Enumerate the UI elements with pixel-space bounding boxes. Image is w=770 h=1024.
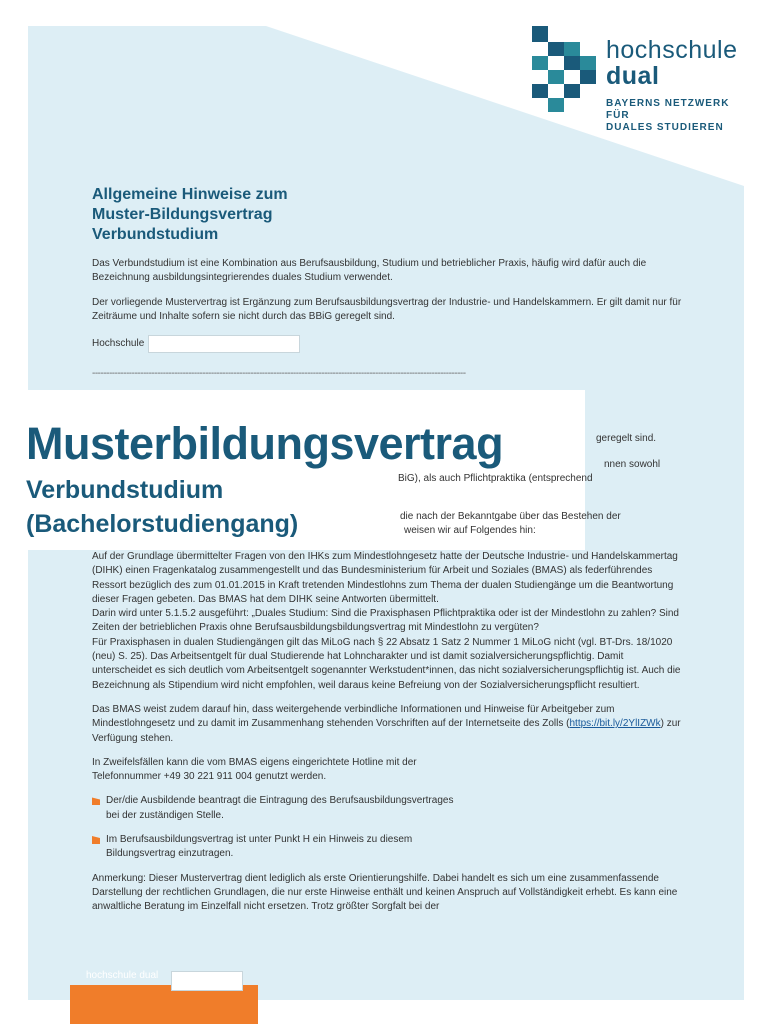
body-paragraph-2 <box>92 703 684 746</box>
hochschule-field-row <box>92 335 682 353</box>
intro-section <box>92 185 682 415</box>
overlay-subtitle-1: Verbundstudium <box>26 476 224 504</box>
peek-text-1: geregelt sind. <box>596 433 657 444</box>
bullet-2-line1: Im Berufsausbildungsvertrag ist unter Punkt H ein Hinweis zu diesem <box>106 834 413 846</box>
footer-input[interactable] <box>171 971 243 991</box>
body-p3b: Telefonnummer +49 30 221 911 004 genutzt werden. <box>92 771 327 783</box>
bullet-1-line2: bei der zuständigen Stelle. <box>106 809 224 821</box>
bullet-marker-icon <box>92 797 100 805</box>
body-p3a: In Zweifelsfällen kann die vom BMAS eigens eingerichtete Hotline mit der <box>92 756 417 768</box>
peek-text-3: BiG), als auch Pflichtpraktika (entsprechend <box>398 473 593 484</box>
hochschule-dual-logo <box>528 26 748 133</box>
bullet-1-line1: Der/die Ausbildende beantragt die Eintragung des Berufsausbildungsvertrages <box>106 795 454 807</box>
logo-tag-line2: DUALES STUDIEREN <box>606 122 724 133</box>
zoll-link[interactable]: https://bit.ly/2YlIZWk <box>569 718 661 730</box>
body-p1c-text: Für Praxisphasen in dualen Studiengängen gilt das MiLoG nach § 22 Absatz 1 Satz 2 Nummer 1 MiLoG nicht (vgl. BT-Drs. 18/1020 (neu) S. 25). Das Arbeitsentgelt für dual Studierende hat Lohncharakter und ist damit sozialversicherungspflichtig. Damit unterscheidet es sich deutlich vom Arbeitsentgelt sogenannter Werkstudent*innen, das nicht sozialversicherungspflichtig ist. Auch die Bezeichnung als Stipendium wird nicht empfohlen, weil daraus keine Befreiung von der Sozialversicherungspflicht resultiert. <box>92 636 681 691</box>
heading-line2: Muster-Bildungsvertrag <box>92 206 273 223</box>
overlay-title: Musterbildungsvertrag <box>26 418 504 469</box>
peek-text-2: nnen sowohl <box>604 459 661 470</box>
body-paragraph-3 <box>92 756 684 785</box>
body-paragraph-4: Anmerkung: Dieser Mustervertrag dient lediglich als erste Orientierungshilfe. Dabei handelt es sich um eine zusammenfassende Darstellung der rechtlichen Grundlagen, die nur erste Hinweise enthält und keinen Anspruch auf Vollständigkeit erhebt. Es kann eine anwaltliche Beratung im Einzelfall nicht ersetzen. Trotz größter Sorgfalt bei der <box>92 872 678 913</box>
intro-paragraph-1: Das Verbundstudium ist eine Kombination aus Berufsausbildung, Studium und betrieblicher Praxis, häufig wird dafür auch die Bezeichnung ausbildungsintegrierendes duales Studium verwendet. <box>92 258 647 283</box>
body-p2-post: ) zur Verfügung stehen. <box>92 718 681 744</box>
heading-line1: Allgemeine Hinweise zum <box>92 186 288 203</box>
bullet-2-text <box>106 833 412 862</box>
logo-line2: dual <box>606 62 660 90</box>
body-p2-pre: Das BMAS weist zudem darauf hin, dass weitergehende verbindliche Informationen und Hinweise für Arbeitgeber zum Mindestlohngesetz und zu damit im Zusammenhang stehenden Vorschriften auf der Internetseite des Zolls ( <box>92 703 615 730</box>
logo-mark-icon <box>528 26 604 126</box>
bullet-item-1 <box>92 794 684 823</box>
heading-line3: Verbundstudium <box>92 226 219 243</box>
bullet-item-2 <box>92 833 684 862</box>
intro-paragraph-2: Der vorliegende Mustervertrag ist Ergänzung zum Berufsausbildungsvertrag der Industrie- und Handelskammern. Er gilt damit nur für Zeiträume und Inhalte sofern sie nicht durch das BBiG geregelt sind. <box>92 297 682 322</box>
logo-tagline <box>606 98 748 134</box>
page-heading <box>92 185 682 245</box>
bullet-marker-icon <box>92 836 100 844</box>
bullet-1-text <box>106 794 453 823</box>
hochschule-input[interactable] <box>148 335 300 353</box>
logo-line1: hochschule <box>606 36 738 64</box>
body-p1-text: Auf der Grundlage übermittelter Fragen von den IHKs zum Mindestlohngesetz hatte der Deutsche Industrie- und Handelskammertag (DIHK) einen Fragenkatalog zusammengestellt und das Bundesministerium für Arbeit und Soziales (BMAS) als federführendes Ressort bezüglich des zum 01.01.2015 in Kraft tretenden Mindestlohns zum Thema der dualen Studiengänge um die Beantwortung dieser Fragen gebeten. Das BMAS hat dem DIHK seine Antworten übermittelt. <box>92 551 678 605</box>
overlay-subtitle-2: (Bachelorstudiengang) <box>26 510 299 538</box>
footer-label: hochschule dual <box>86 970 159 981</box>
logo-tag-line1: BAYERNS NETZWERK FÜR <box>606 98 730 121</box>
peek-text-4: die nach der Bekanntgabe über das Bestehen der <box>400 511 621 522</box>
separator-dashes: ------------------------------------------------------------------------------------------------------------------------------------ <box>92 368 466 379</box>
bullet-2-line2: Bildungsvertrag einzutragen. <box>106 848 234 860</box>
body-p1b-text: Darin wird unter 5.1.5.2 ausgeführt: „Duales Studium: Sind die Praxisphasen Pflichtpraktika oder ist der Mindestlohn zu zahlen? Sind Zeiten der betrieblichen Praxis ohne Berufsausbildungsbildungsvertrag mit Mindestlohn zu vergüten? <box>92 608 679 634</box>
peek-text-5: weisen wir auf Folgendes hin: <box>404 525 536 536</box>
body-paragraph-1 <box>92 550 684 693</box>
hochschule-label: Hochschule <box>92 338 145 349</box>
main-body <box>92 550 684 925</box>
